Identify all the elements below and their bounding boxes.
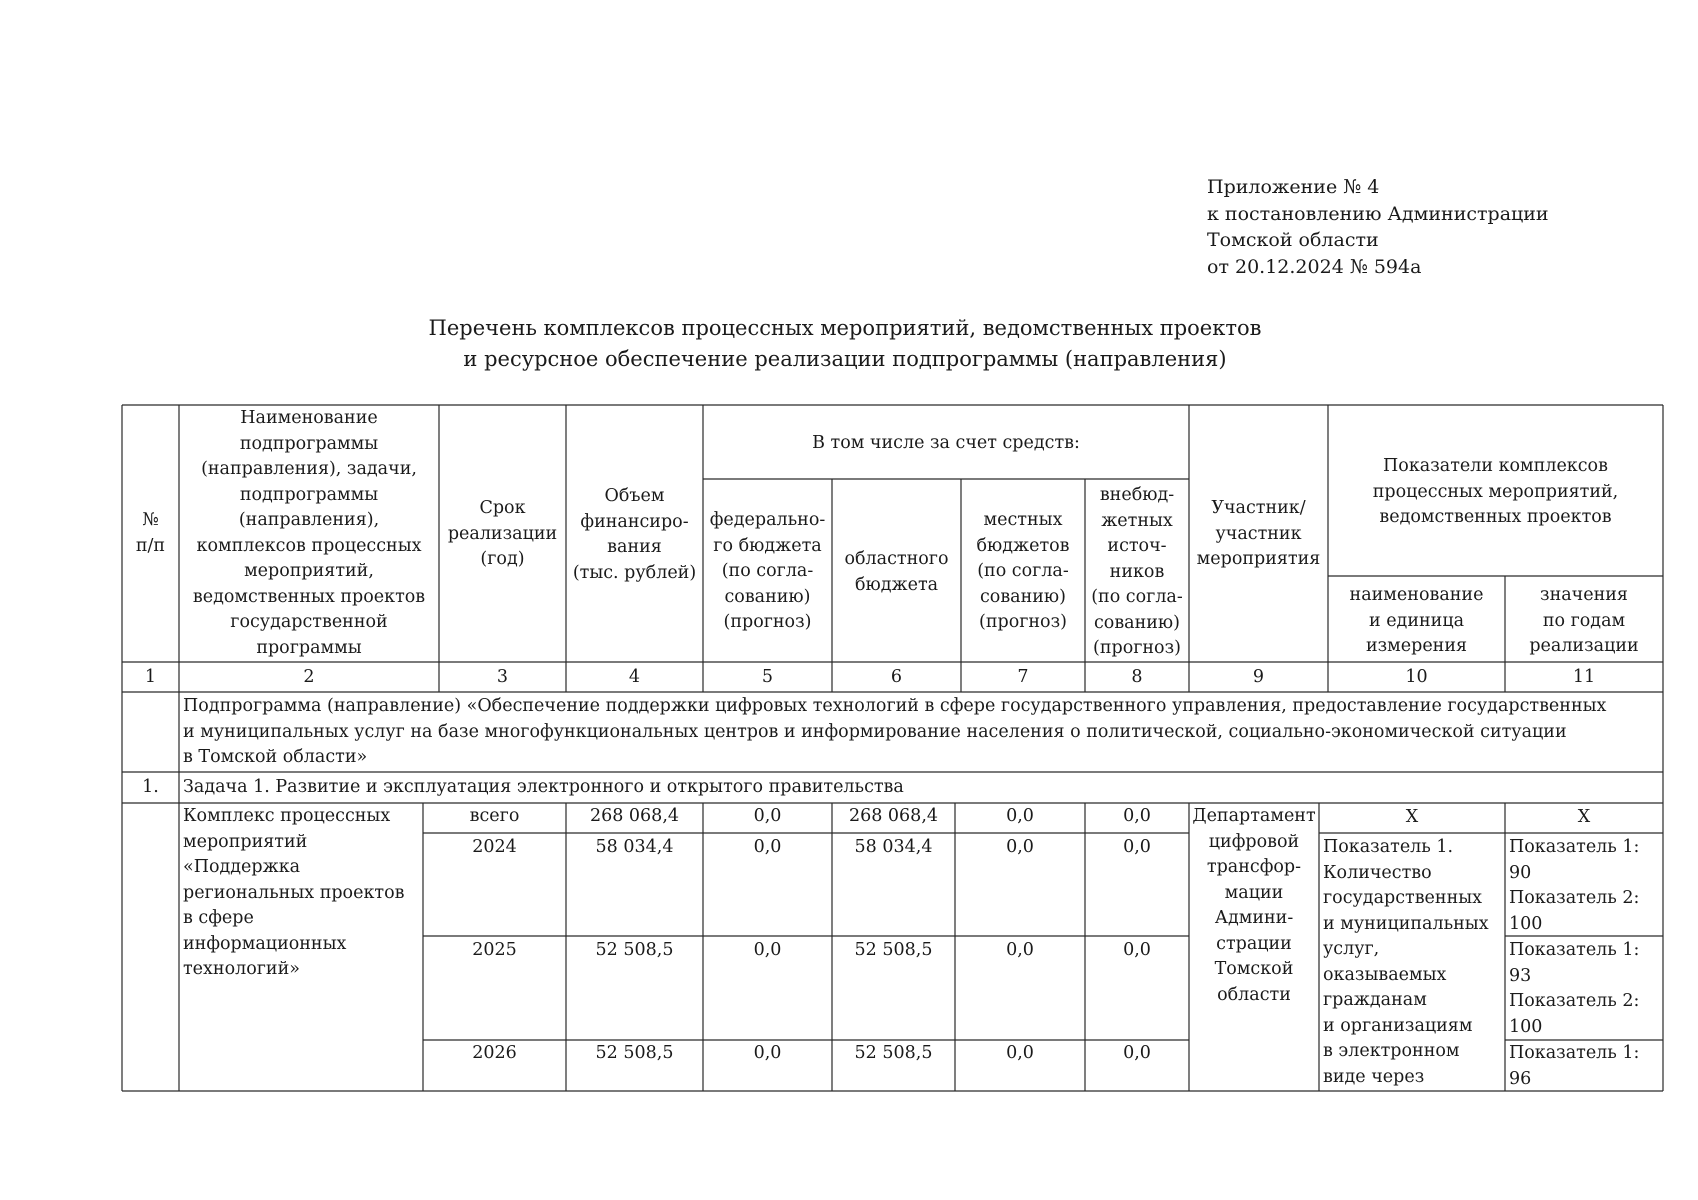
header-indicator-values: значения по годам реализации (1529, 585, 1639, 656)
row-regional: 52 508,5 (854, 1043, 933, 1063)
title-line: и ресурсное обеспечение реализации подпрограммы (направления) (463, 347, 1227, 371)
row-federal: 0,0 (753, 837, 782, 857)
appendix-block (1207, 174, 1549, 280)
appendix-line: Приложение № 4 (1207, 176, 1380, 198)
row-indicator-values: Показатель 1: 96 (1509, 1043, 1640, 1089)
header-extra: внебюд- жетных источ- ников (по согла- сованию) (прогноз) (1091, 485, 1183, 658)
document-title (300, 313, 1390, 375)
header-federal: федерально- го бюджета (по согла- сованию) (прогноз) (709, 510, 826, 632)
column-number: 7 (1017, 667, 1029, 687)
column-number: 5 (761, 667, 774, 687)
row-year: 2024 (472, 837, 517, 857)
task-title: Задача 1. Развитие и эксплуатация электронного и открытого правительства (183, 777, 904, 797)
row-extra: 0,0 (1123, 837, 1151, 857)
column-number: 11 (1572, 667, 1596, 687)
row-local: 0,0 (1006, 837, 1034, 857)
appendix-line: от 20.12.2024 № 594а (1207, 255, 1422, 278)
row-local: 0,0 (1006, 806, 1034, 826)
row-federal: 0,0 (753, 1043, 782, 1063)
header-local: местных бюджетов (по согла- сованию) (прогноз) (976, 510, 1070, 632)
appendix-line: к постановлению Администрации (1207, 202, 1549, 225)
header-name: Наименование подпрограммы (направления), задачи, подпрограммы (направления), комплексов процессных мероприятий, ведомственных проектов государственной программы (192, 408, 426, 658)
column-number: 8 (1131, 667, 1143, 687)
title-line: Перечень комплексов процессных мероприятий, ведомственных проектов (428, 316, 1262, 340)
row-regional: 58 034,4 (854, 837, 933, 857)
header-regional: областного бюджета (844, 549, 949, 595)
row-indicator-values: Показатель 1: 93 Показатель 2: 100 (1509, 940, 1640, 1037)
header-indicators: Показатели комплексов процессных мероприятий, ведомственных проектов (1372, 456, 1619, 527)
indicator-name: Показатель 1. Количество государственных и муниципальных услуг, оказываемых гражданам и организациям в электронном виде через (1323, 837, 1489, 1087)
row-extra: 0,0 (1123, 1043, 1151, 1063)
row-indicator-name-x: Х (1405, 807, 1419, 827)
header-volume: Объем финансиро- вания (тыс. рублей) (572, 486, 697, 583)
row-federal: 0,0 (753, 940, 782, 960)
column-number: 3 (496, 667, 509, 687)
row-extra: 0,0 (1123, 806, 1151, 826)
row-extra: 0,0 (1123, 940, 1151, 960)
column-number: 6 (890, 667, 903, 687)
row-volume: 52 508,5 (595, 940, 674, 960)
appendix-line: Томской области (1207, 229, 1379, 251)
row-volume: 268 068,4 (589, 806, 680, 826)
header-including: В том числе за счет средств: (812, 433, 1080, 453)
column-number: 2 (303, 667, 315, 687)
header-term: Срок реализации (год) (447, 498, 558, 569)
row-volume: 52 508,5 (595, 1043, 674, 1063)
column-number: 1 (144, 667, 157, 687)
row-local: 0,0 (1006, 940, 1034, 960)
row-year: всего (469, 806, 520, 826)
header-indicator-name: наименование и единица измерения (1349, 585, 1484, 656)
row-indicator-values-x: Х (1577, 807, 1591, 827)
complex-name: Комплекс процессных мероприятий «Поддержка региональных проектов в сфере информационных технологий» (183, 806, 405, 979)
header-participant: Участник/ участник мероприятия (1196, 498, 1321, 569)
column-number: 9 (1252, 667, 1265, 687)
row-regional: 52 508,5 (854, 940, 933, 960)
row-local: 0,0 (1006, 1043, 1034, 1063)
header-num: № п/п (135, 510, 166, 556)
row-indicator-values: Показатель 1: 90 Показатель 2: 100 (1509, 837, 1640, 934)
row-federal: 0,0 (753, 806, 782, 826)
row-year: 2025 (472, 940, 517, 960)
row-year: 2026 (472, 1043, 517, 1063)
row-regional: 268 068,4 (848, 806, 939, 826)
subprogram-title: Подпрограмма (направление) «Обеспечение поддержки цифровых технологий в сфере государственного управления, предоставление государственных и муниципальных услуг на базе многофункциональных центров и информирование населения о политической, социально-экономической ситуации в Томской области» (183, 696, 1607, 767)
column-number: 4 (628, 667, 641, 687)
task-number: 1. (142, 777, 159, 797)
participant-name: Департамент цифровой трансфор- мации Админи- страции Томской области (1192, 806, 1316, 1005)
row-volume: 58 034,4 (595, 837, 674, 857)
column-number: 10 (1405, 667, 1428, 687)
